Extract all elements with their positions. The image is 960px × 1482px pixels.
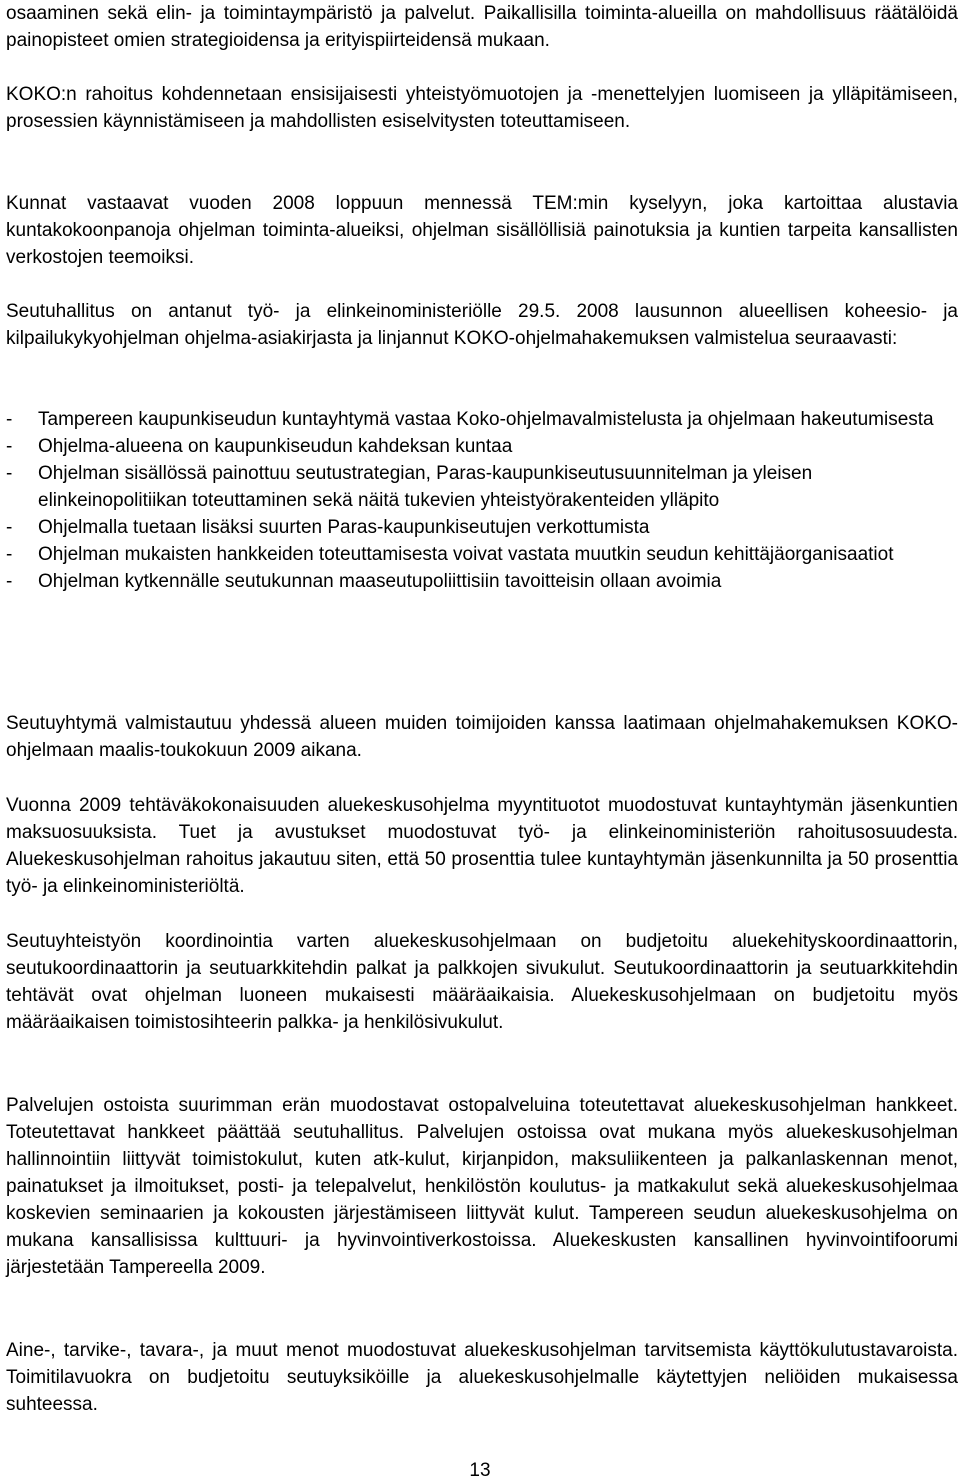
list-item-text: Ohjelman kytkennälle seutukunnan maaseutupoliittisiin tavoitteisin ollaan avoimia (38, 571, 722, 592)
list-item-text: Ohjelma-alueena on kaupunkiseudun kahdeksan kuntaa (38, 436, 513, 457)
paragraph-municipal-survey: Kunnat vastaavat vuoden 2008 loppuun mennessä TEM:min kyselyyn, joka kartoittaa alustavia kuntakokoonpanoja ohjelman toiminta-alueiksi, ohjelman sisällöllisiä painotuksia ja kuntien tarpeita kansallisten verkostojen teemoiksi. (6, 193, 958, 268)
guideline-list (6, 406, 958, 595)
paragraph-koko-funding: KOKO:n rahoitus kohdennetaan ensisijaisesti yhteistyömuotojen ja -menettelyjen luomiseen ja ylläpitämiseen, prosessien käynnistämiseen ja mahdollisten esiselvitysten toteuttamiseen. (6, 84, 958, 132)
paragraph-coordination: Seutuyhteistyön koordinointia varten aluekeskusohjelmaan on budjetoitu aluekehityskoordinaattorin, seutukoordinaattorin ja seutuarkkitehdin palkat ja palkkojen sivukulut. Seutukoordinaattorin ja seutuarkkitehdin tehtävät ovat ohjelman luoneen mukaisesti määräaikaisia. Aluekeskusohjelmaan on budjetoitu myös määräaikaisen toimistosihteerin palkka- ja henkilösivukulut. (6, 931, 958, 1033)
paragraph-board-statement: Seutuhallitus on antanut työ- ja elinkeinoministeriölle 29.5. 2008 lausunnon alueellisen koheesio- ja kilpailukykyohjelman ohjelma-asiakirjasta ja linjannut KOKO-ohjelmahakemuksen valmistelua seuraavasti: (6, 301, 958, 349)
list-item-text: Ohjelman sisällössä painottuu seutustrategian, Paras-kaupunkiseutusuunnitelman ja yleisen elinkeinopolitiikan toteuttaminen sekä näitä tukevien yhteistyörakenteiden ylläpito (38, 463, 813, 511)
list-item (6, 406, 958, 433)
paragraph-revenue: Vuonna 2009 tehtäväkokonaisuuden aluekeskusohjelma myyntituotot muodostuvat kuntayhtymän jäsenkuntien maksuosuuksista. Tuet ja avustukset muodostuvat työ- ja elinkeinoministeriön rahoitusosuudesta. Aluekeskusohjelman rahoitus jakautuu siten, että 50 prosenttia tulee kuntayhtymän jäsenkunnilta ja 50 prosenttia työ- ja elinkeinoministeriöltä. (6, 795, 958, 897)
list-item (6, 568, 958, 595)
list-dash: - (6, 463, 13, 484)
page-number: 13 (469, 1460, 491, 1481)
list-item-text: Tampereen kaupunkiseudun kuntayhtymä vastaa Koko-ohjelmavalmistelusta ja ohjelmaan hakeutumisesta (38, 409, 934, 430)
list-dash: - (6, 409, 13, 430)
list-dash: - (6, 436, 13, 457)
list-item (6, 514, 958, 541)
list-dash: - (6, 544, 13, 565)
list-item (6, 433, 958, 460)
paragraph-materials-rent: Aine-, tarvike-, tavara-, ja muut menot muodostuvat aluekeskusohjelman tarvitsemista käyttökulutustavaroista. Toimitilavuokra on budjetoitu seutuyksiköille ja aluekeskusohjelmalle käytettyjen neliöiden mukaisessa suhteessa. (6, 1340, 958, 1415)
paragraph-service-purchases: Palvelujen ostoista suurimman erän muodostavat ostopalveluina toteutettavat aluekeskusohjelman hankkeet. Toteutettavat hankkeet päättää seutuhallitus. Palvelujen ostoissa ovat mukana myös aluekeskusohjelman hallinnointiin liittyvät toimistokulut, kuten atk-kulut, kirjanpidon, maksuliikenteen ja palkanlaskennan menot, painatukset ja ilmoitukset, posti- ja telepalvelut, henkilöstön koulutus- ja matkakulut sekä aluekeskusohjelmaa koskevien seminaarien ja kokousten järjestämiseen liittyvät kulut. Tampereen seudun aluekeskusohjelma on mukana kansallisissa kulttuuri- ja hyvinvointiverkostoissa. Aluekeskusten kansallinen hyvinvointifoorumi järjestetään Tampereella 2009. (6, 1095, 958, 1278)
list-item (6, 460, 958, 514)
list-item (6, 541, 958, 568)
list-dash: - (6, 517, 13, 538)
list-dash: - (6, 571, 13, 592)
paragraph-intro: osaaminen sekä elin- ja toimintaympäristö ja palvelut. Paikallisilla toiminta-alueilla on mahdollisuus räätälöidä painopisteet omien strategioidensa ja erityispiirteidensä mukaan. (6, 3, 958, 51)
paragraph-program-application: Seutuyhtymä valmistautuu yhdessä alueen muiden toimijoiden kanssa laatimaan ohjelmahakemuksen KOKO-ohjelmaan maalis-toukokuun 2009 aikana. (6, 713, 958, 761)
list-item-text: Ohjelman mukaisten hankkeiden toteuttamisesta voivat vastata muutkin seudun kehittäjäorganisaatiot (38, 544, 894, 565)
list-item-text: Ohjelmalla tuetaan lisäksi suurten Paras-kaupunkiseutujen verkottumista (38, 517, 650, 538)
